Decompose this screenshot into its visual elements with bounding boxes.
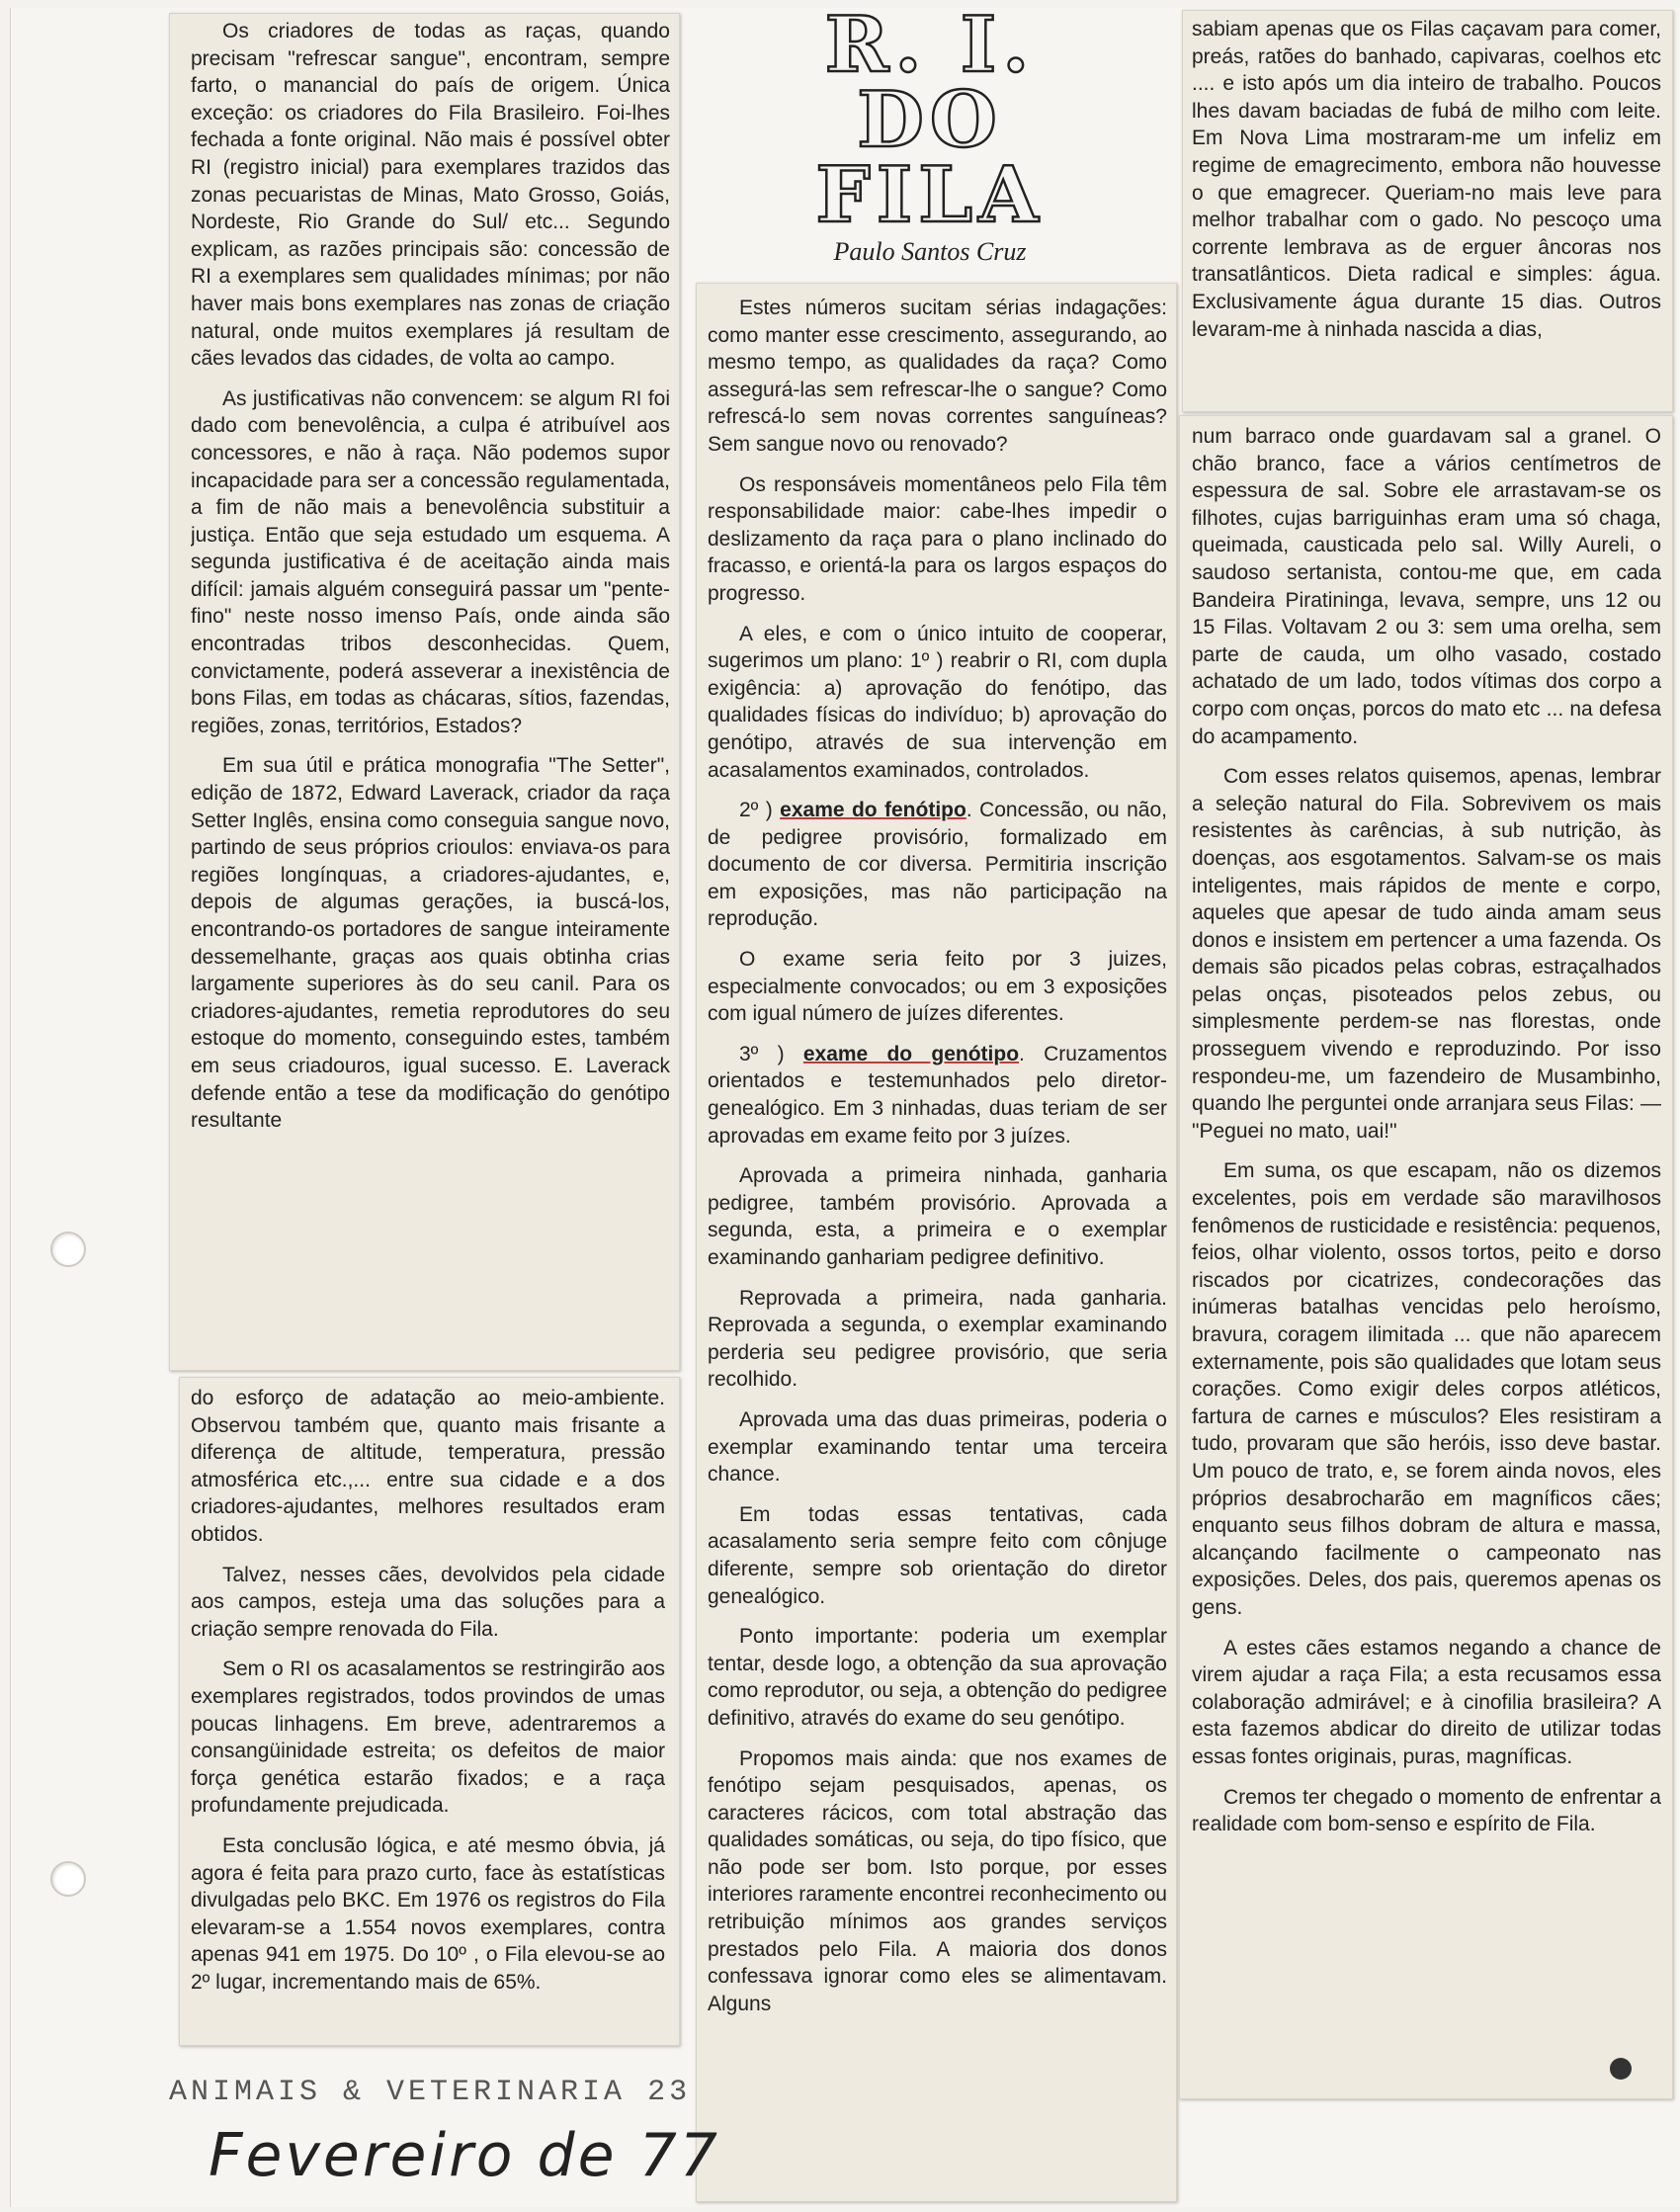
paragraph: Talvez, nesses cães, devolvidos pela cidade aos campos, esteja uma das soluções para a criação sempre renovada do Fila. bbox=[191, 1563, 665, 1641]
clipping-page bbox=[10, 0, 1680, 2207]
paragraph: Cremos ter chegado o momento de enfrentar a realidade com bom-senso e espírito de Fila. bbox=[1192, 1785, 1661, 1836]
paragraph: Os criadores de todas as raças, quando precisam "refrescar sangue", encontram, sempre farto, o manancial do país de origem. Única exceção: os criadores do Fila Brasileiro. Foi-lhes fechada a fonte original. Não mais é possível obter RI (registro inicial) para exemplares trazidos das zonas pecuaristas de Minas, Mato Grosso, Goiás, Nordeste, Rio Grande do Sul/ etc... Segundo explicam, as razões principais são: concessão de RI a exemplares sem qualidades mínimas; por não haver mais bons exemplares nas zonas de criação natural, onde muitos exemplares já resultam de cães levados das cidades, de volta ao campo. bbox=[191, 20, 670, 371]
left-column-bottom bbox=[191, 1385, 665, 2042]
binder-hole bbox=[50, 1861, 86, 1897]
paragraph: As justificativas não convencem: se algum RI foi dado com benevolência, a culpa é atribuível aos concessores, e não à raça. Não podemos supor incapacidade para ser a concessão regulamentada, a fim de não mais a benevolência substituir a justiça. Então que seja estudado um esquema. A segunda justificativa é de aceitação ainda mais difícil: jamais alguém conseguirá passar um "pente-fino" neste nosso imenso País, onde ainda são encontradas tribos desconhecidas. Quem, convictamente, poderá asseverar a inexistência de bons Filas, em todas as chácaras, sítios, fazendas, regiões, zonas, territórios, Estados? bbox=[191, 386, 670, 737]
paragraph-text: . Concessão, ou não, de pedigree provisório, formalizado em documento de cor diversa. Permitiria inscrição em exposições, mas não participação na reprodução. bbox=[708, 799, 1167, 931]
left-column-top bbox=[191, 18, 670, 1367]
paragraph: Propomos mais ainda: que nos exames de fenótipo sejam pesquisados, apenas, os caracteres rácicos, com total abstração das qualidades somáticas, ou seja, do tipo físico, que não pode ser bom. Isto porque, por esses interiores raramente encontrei reconhecimento ou retribuição mínimos aos grandes serviços prestados pelo Fila. A maioria dos donos confessava ignorar como eles se alimentavam. Alguns bbox=[708, 1746, 1167, 2015]
underlined-heading: exame do genótipo bbox=[802, 1042, 1020, 1065]
item-number: 3º ) bbox=[739, 1042, 803, 1065]
paragraph bbox=[708, 797, 1167, 933]
publication-stamp: ANIMAIS & VETERINARIA 23 bbox=[169, 2076, 692, 2109]
title-line: DO bbox=[857, 75, 1003, 165]
binder-hole bbox=[50, 1232, 86, 1267]
handwritten-date: Fevereiro de 77 bbox=[209, 2121, 720, 2190]
right-column-top bbox=[1192, 16, 1661, 407]
paragraph: Ponto importante: poderia um exemplar tentar, desde logo, a obtenção da sua aprovação como reprodutor, ou seja, a obtenção do pedigree definitivo, através do exame do seu genótipo. bbox=[708, 1625, 1167, 1730]
paragraph: sabiam apenas que os Filas caçavam para comer, preás, ratões do banhado, capivaras, coelhos etc .... e isto após um dia inteiro de trabalho. Poucos lhes davam baciadas de fubá de milho com leite. Em Nova Lima mostraram-me um infeliz em regime de emagrecimento, embora não houvesse o que emagrecer. Queriam-no mais leve para melhor trabalhar com o gado. No pescoço uma corrente lembrava as de erguer âncoras nos transatlânticos. Dieta radical e simples: água. Exclusivamente água durante 15 dias. Outros levaram-me à ninhada nascida a dias, bbox=[1192, 18, 1661, 341]
paragraph: num barraco onde guardavam sal a granel. O chão branco, face a vários centímetros de espessura de sal. Sobre ele arrastavam-se os filhotes, cujas barriguinhas eram uma só chaga, queimada, causticada pelo sal. Willy Aureli, o saudoso sertanista, contou-me que, em cada Bandeira Piratininga, levava, sempre, uns 12 ou 15 Filas. Voltavam 2 ou 3: sem uma orelha, sem parte de cauda, um olho vasado, costado achatado de um lado, todos vítimas dos corpo a corpo com onças, porcos do mato etc ... na defesa do acampamento. bbox=[1192, 425, 1661, 748]
paragraph: Com esses relatos quisemos, apenas, lembrar a seleção natural do Fila. Sobrevivem os mais resistentes às carências, à sub nutrição, às doenças, aos esgotamentos. Salvam-se os mais inteligentes, mais rápidos de mente e corpo, aqueles que apesar de tudo ainda amam seus donos e insistem em pertencer a uma fazenda. Os demais são picados pelas cobras, estraçalhados pelas onças, pisoteados pelos zebus, ou simplesmente perdem-se nas florestas, onde prosseguem vivendo e reproduzindo. Por isso respondeu-me, um fazendeiro de Musambinho, quando lhe perguntei onde arranjara seus Filas: — "Peguei no mato, uai!" bbox=[1192, 765, 1661, 1143]
middle-column bbox=[708, 295, 1167, 2197]
right-column-bottom bbox=[1192, 423, 1661, 2093]
paragraph-text: . Cruzamentos orientados e testemunhados pelo diretor-genealógico. Em 3 ninhadas, duas teriam de ser aprovadas em exame feito por 3 juízes. bbox=[708, 1042, 1167, 1148]
paragraph: do esforço de adatação ao meio-ambiente. Observou também que, quanto mais frisante a diferença de altitude, temperatura, pressão atmosférica etc.,... entre sua cidade e a dos criadores-ajudantes, melhores resultados eram obtidos. bbox=[191, 1387, 665, 1546]
article-title bbox=[742, 0, 1118, 240]
title-line: FILA bbox=[815, 150, 1045, 240]
paragraph: Aprovada uma das duas primeiras, poderia o exemplar examinando tentar uma terceira chance. bbox=[708, 1407, 1167, 1487]
paragraph: Em suma, os que escapam, não os dizemos excelentes, pois em verdade são maravilhosos fenômenos de rusticidade e resistência: pequenos, feios, olhar violento, ossos tortos, peito e dorso riscados por cicatrizes, condecorações das inúmeras batalhas vencidas pelo heroísmo, bravura, coragem ilimitada ... que não aparecem externamente, pois são qualidades que lotam seus corações. Como exigir deles corpos atléticos, fartura de carnes e músculos? Eles resistiram a tudo, provaram que são heróis, isso deve bastar. Um pouco de trato, e, se forem ainda novos, eles próprios desabrocharão em magníficos cães; enquanto seus filhos dobram de altura e massa, alcançando facilmente o campeonato nas exposições. Deles, dos pais, queremos apenas os gens. bbox=[1192, 1159, 1661, 1619]
paragraph: A eles, e com o único intuito de cooperar, sugerimos um plano: 1º ) reabrir o RI, com dupla exigência: a) aprovação do fenótipo, das qualidades físicas do indivíduo; b) aprovação do genótipo, através de sua intervenção em acasalamentos examinados, controlados. bbox=[708, 622, 1167, 782]
author-byline: Paulo Santos Cruz bbox=[833, 237, 1027, 266]
paragraph: Aprovada a primeira ninhada, ganharia pedigree, também provisório. Aprovada a segunda, esta, a primeira e o exemplar examinando ganhariam pedigree definitivo. bbox=[708, 1164, 1167, 1269]
paragraph: A estes cães estamos negando a chance de virem ajudar a raça Fila; a esta recusamos essa colaboração admirável; e à cinofilia brasileira? A esta fazemos abdicar do direito de utilizar todas essas fontes originais, puras, magníficas. bbox=[1192, 1636, 1661, 1768]
title-line: R. I. bbox=[824, 0, 1036, 90]
end-of-article-mark bbox=[1610, 2058, 1632, 2080]
paragraph: Em sua útil e prática monografia "The Setter", edição de 1872, Edward Laverack, criador da raça Setter Inglês, ensina como conseguia sangue novo, partindo de seus próprios crioulos: enviava-os para regiões longínquas, a criadores-ajudantes, e, depois de algumas gerações, ia buscá-los, encontrando-os portadores de sangue inteiramente dessemelhante, graças aos quais obtinha crias largamente superiores às do seu canil. Para os criadores-ajudantes, remetia reprodutores do seu estoque do momento, conseguindo estes, também em seus criadouros, igual sucesso. E. Laverack defende então a tese da modificação do genótipo resultante bbox=[191, 754, 670, 1133]
paragraph: Sem o RI os acasalamentos se restringirão aos exemplares registrados, todos provindos de umas poucas linhagens. Em breve, adentraremos a consangüinidade estreita; os defeitos de maior força genética estarão fixados; e a raça profundamente prejudicada. bbox=[191, 1658, 665, 1818]
paragraph: Reprovada a primeira, nada ganharia. Reprovada a segunda, o exemplar examinando perderia seu pedigree provisório, que seria recolhido. bbox=[708, 1286, 1167, 1392]
paragraph bbox=[708, 1041, 1167, 1149]
item-number: 2º ) bbox=[739, 799, 781, 822]
paragraph: O exame seria feito por 3 juizes, especialmente convocados; ou em 3 exposições com igual número de juízes diferentes. bbox=[708, 948, 1167, 1026]
underlined-heading: exame do fenótipo bbox=[780, 799, 966, 822]
paragraph: Estes números sucitam sérias indagações: como manter esse crescimento, assegurando, ao mesmo tempo, as qualidades da raça? Como assegurá-las sem refrescar-lhe o sangue? Como refrescá-lo sem novas correntes sanguíneas? Sem sangue novo ou renovado? bbox=[708, 297, 1167, 456]
paragraph: Os responsáveis momentâneos pelo Fila têm responsabilidade maior: cabe-lhes impedir o deslizamento da raça para o plano inclinado do fracasso, e orientá-la para os largos espaços do progresso. bbox=[708, 472, 1167, 605]
paragraph: Em todas essas tentativas, cada acasalamento seria sempre feito com cônjuge diferente, sempre sob orientação do diretor genealógico. bbox=[708, 1502, 1167, 1608]
paragraph: Esta conclusão lógica, e até mesmo óbvia, já agora é feita para prazo curto, face às estatísticas divulgadas pelo BKC. Em 1976 os registros do Fila elevaram-se a 1.554 novos exemplares, contra apenas 941 em 1975. Do 10º , o Fila elevou-se ao 2º lugar, incrementando mais de 65%. bbox=[191, 1833, 665, 1994]
